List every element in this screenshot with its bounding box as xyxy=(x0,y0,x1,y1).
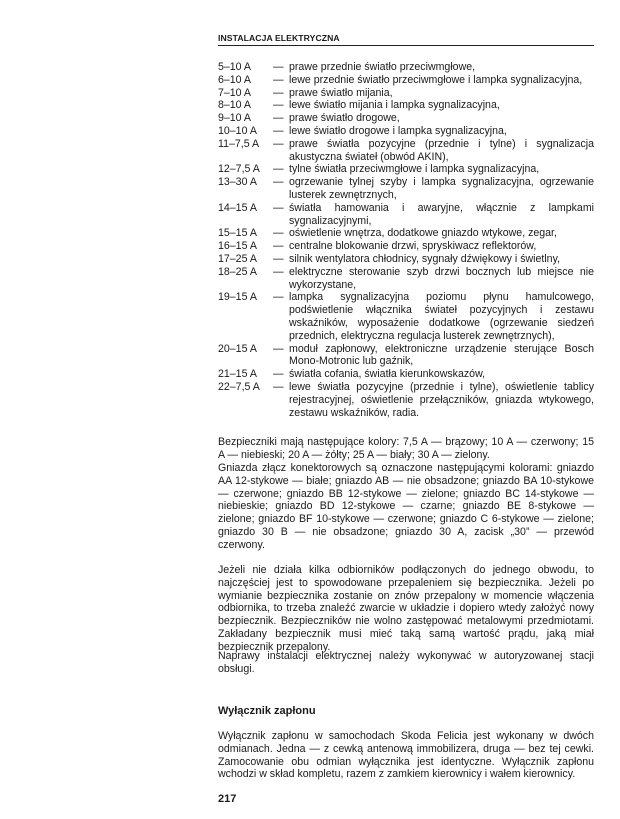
fuse-description: silnik wentylatora chłodnicy, sygnały dźwiękowy i świetlny, xyxy=(289,252,561,265)
fuse-amperage: 22–7,5 A xyxy=(218,380,260,393)
fuse-amperage: 14–15 A xyxy=(218,201,257,214)
fuse-description: prawe przednie światło przeciwmgłowe, xyxy=(289,61,476,73)
fuse-amperage: 17–25 A xyxy=(218,252,257,265)
page-number: 217 xyxy=(218,793,237,805)
fuse-dash: — xyxy=(273,291,284,304)
fuse-amperage: 21–15 A xyxy=(218,368,257,381)
fuse-amperage: 20–15 A xyxy=(218,342,257,355)
fuse-row xyxy=(218,74,594,87)
fuse-row xyxy=(218,381,594,419)
fuse-dash: — xyxy=(273,252,284,265)
fuse-amperage: 18–25 A xyxy=(218,265,257,278)
fuse-dash: — xyxy=(273,73,284,86)
fuse-amperage: 15–15 A xyxy=(218,227,257,240)
fuse-row xyxy=(218,176,594,202)
fuse-row xyxy=(218,240,594,253)
fuse-dash: — xyxy=(273,227,284,240)
fuse-dash: — xyxy=(273,163,284,176)
fuse-row xyxy=(218,266,594,292)
fuse-amperage: 8–10 A xyxy=(218,99,251,112)
fuse-amperage: 9–10 A xyxy=(218,112,251,125)
fuse-amperage: 13–30 A xyxy=(218,176,257,189)
fuse-description: ogrzewanie tylnej szyby i lampka sygnalizacyjna, ogrzewanie lusterek zewnętrznych, xyxy=(289,176,594,201)
fuse-amperage: 16–15 A xyxy=(218,240,257,253)
fuse-description: elektryczne sterowanie szyb drzwi bocznych lub miejsce nie wykorzystane, xyxy=(289,265,594,291)
fuse-row xyxy=(218,291,594,342)
fuse-row xyxy=(218,163,594,176)
fuse-description: oświetlenie wnętrza, dodatkowe gniazdo wtykowe, zegar, xyxy=(289,227,557,240)
fuse-dash: — xyxy=(273,201,284,214)
fuse-amperage: 19–15 A xyxy=(218,291,257,304)
fuse-description: światła hamowania i awaryjne, włącznie z lampkami sygnalizacyjnymi, xyxy=(289,201,594,227)
fuse-amperage: 6–10 A xyxy=(218,73,251,86)
fuse-failure-paragraph: Jeżeli nie działa kilka odbiorników podłączonych do jednego obwodu, to najczęściej jest to spowodowane przepaleniem się bezpiecznika. Jeżeli po wymianie bezpiecznika zostanie on znów przepalony w momencie włączenia odbiornika, to trzeba znaleźć zwarcie w układzie i dopiero wtedy założyć nowy bezpiecznik. Bezpieczników nie wolno zastępować metalowymi przedmiotami. Zakładany bezpiecznik musi mieć taką samą wartość prądu, jaką miał bezpiecznik przepalony. xyxy=(218,564,594,653)
fuse-dash: — xyxy=(273,99,284,112)
fuse-dash: — xyxy=(273,86,284,99)
fuse-dash: — xyxy=(273,176,284,189)
fuse-row xyxy=(218,87,594,100)
fuse-dash: — xyxy=(273,61,284,73)
fuse-dash: — xyxy=(273,112,284,125)
fuse-row xyxy=(218,343,594,369)
fuse-amperage: 5–10 A xyxy=(218,61,251,73)
fuse-description: lewe przednie światło przeciwmgłowe i lampka sygnalizacyjna, xyxy=(289,73,583,86)
fuse-dash: — xyxy=(273,380,284,393)
fuse-description: lewe światło mijania i lampka sygnalizacyjna, xyxy=(289,99,500,112)
running-header-title: INSTALACJA ELEKTRYCZNA xyxy=(218,33,340,43)
fuse-row xyxy=(218,61,594,74)
fuse-dash: — xyxy=(273,368,284,381)
fuse-description: lewe światło drogowe i lampka sygnalizacyjna, xyxy=(289,124,507,137)
fuse-description: prawe światło drogowe, xyxy=(289,112,400,125)
fuse-amperage: 10–10 A xyxy=(218,124,257,137)
connector-colors-paragraph: Gniazda złącz konektorowych są oznaczone następującymi kolorami: gniazdo AA 12-stykowe — białe; gniazdo AB — nie obsadzone; gniazdo BA 10-stykowe — czerwone; gniazdo BB 12-stykowe — zielone; gniazdo BC 14-stykowe — niebieskie; gniazdo BD 12-stykowe — czarne; gniazdo BE 8-stykowe — zielone; gniazdo BF 10-stykowe — czerwone; gniazdo C 6-stykowe — zielone; gniazdo 30 B — nie obsadzone; gniazdo 30 A, zacisk „30” — przewód czerwony. xyxy=(218,462,594,551)
fuse-row xyxy=(218,368,594,381)
fuse-amperage: 7–10 A xyxy=(218,86,251,99)
fuse-dash: — xyxy=(273,240,284,253)
fuse-description: lampka sygnalizacyjna poziomu płynu hamulcowego, podświetlenie włącznika świateł pozycyjnych i zestawu wskaźników, wyposażenie dodatkowe (ogrzewanie siedzeń przednich, elektryczna regulacja lusterek zewnętrznych), xyxy=(289,291,594,342)
fuse-dash: — xyxy=(273,342,284,355)
fuse-row xyxy=(218,253,594,266)
fuse-description: prawe światło mijania, xyxy=(289,86,393,99)
fuse-description: światła cofania, światła kierunkowskazów, xyxy=(289,368,486,381)
fuse-colors-paragraph: Bezpieczniki mają następujące kolory: 7,5 A — brązowy; 10 A — czerwony; 15 A — niebieski; 20 A — żółty; 25 A — biały; 30 A — zielony. xyxy=(218,436,594,461)
fuse-row xyxy=(218,99,594,112)
fuse-description: moduł zapłonowy, elektroniczne urządzenie sterujące Bosch Mono-Motronic lub gaźnik, xyxy=(289,342,594,368)
fuse-amperage: 11–7,5 A xyxy=(218,137,260,150)
fuse-list xyxy=(218,61,594,419)
section-body: Wyłącznik zapłonu w samochodach Skoda Felicia jest wykonany w dwóch odmianach. Jedna — z cewką antenową immobilizera, druga — bez tej cewki. Zamocowanie obu odmian wyłącznika jest identyczne. Wyłącznik zapłonu wchodzi w skład kompletu, razem z zamkiem kierownicy i wałem kierownicy. xyxy=(218,730,594,781)
fuse-dash: — xyxy=(273,265,284,278)
fuse-row xyxy=(218,138,594,164)
fuse-dash: — xyxy=(273,124,284,137)
fuse-row xyxy=(218,112,594,125)
fuse-description: prawe światła pozycyjne (przednie i tylne) i sygnalizacja akustyczna świateł (obwód AKIN), xyxy=(289,137,594,163)
repairs-paragraph: Naprawy instalacji elektrycznej należy wykonywać w autoryzowanej stacji obsługi. xyxy=(218,650,594,675)
fuse-row xyxy=(218,227,594,240)
fuse-description: lewe światła pozycyjne (przednie i tylne), oświetlenie tablicy rejestracyjnej, oświetlenie przełączników, gniazda wtykowego, zestawu wskaźników, radia. xyxy=(289,380,594,419)
fuse-description: tylne światła przeciwmgłowe i lampka sygnalizacyjna, xyxy=(289,163,540,176)
running-header xyxy=(218,33,594,46)
section-title: Wyłącznik zapłonu xyxy=(218,705,316,717)
fuse-row xyxy=(218,202,594,228)
fuse-description: centralne blokowanie drzwi, spryskiwacz reflektorów, xyxy=(289,240,537,253)
fuse-amperage: 12–7,5 A xyxy=(218,163,260,176)
fuse-dash: — xyxy=(273,137,284,150)
fuse-row xyxy=(218,125,594,138)
